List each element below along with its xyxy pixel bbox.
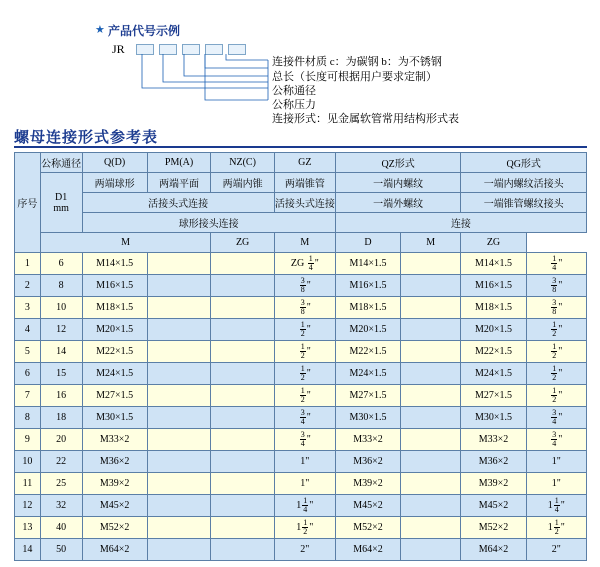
cell-gz: $\frac{3}{8}$ " — [274, 275, 335, 297]
unit-m-qg: M — [401, 233, 461, 253]
cell-seq: 12 — [15, 495, 41, 517]
cell-q: M14×1.5 — [82, 253, 147, 275]
code-prefix: JR — [112, 42, 125, 56]
legend-desc-length: 总长（长度可根据用户要求定制） — [272, 71, 437, 83]
cell-gz: $\frac{1}{2}$ " — [274, 319, 335, 341]
product-code-legend — [0, 0, 600, 125]
cell-qz-d — [401, 253, 461, 275]
cell-seq: 4 — [15, 319, 41, 341]
unit-d-qz: D — [335, 233, 400, 253]
cell-gz: $\frac{1}{2}$ " — [274, 385, 335, 407]
cell-qz-d — [401, 451, 461, 473]
cell-pm — [147, 341, 211, 363]
cell-qg-zg: $\frac{3}{8}$ " — [526, 297, 586, 319]
cell-pm — [147, 451, 211, 473]
cell-gz: $\frac{3}{4}$ " — [274, 407, 335, 429]
col-header-q: Q(D) — [82, 153, 147, 173]
cell-pm — [147, 473, 211, 495]
cell-pm — [147, 275, 211, 297]
cell-seq: 2 — [15, 275, 41, 297]
gz-connection-type: 活接头式连接 — [274, 193, 335, 213]
cell-qz-d — [401, 341, 461, 363]
cell-seq: 9 — [15, 429, 41, 451]
cell-dn: 6 — [40, 253, 82, 275]
table-body — [15, 253, 587, 561]
cell-q: M64×2 — [82, 539, 147, 561]
unit-m-qz: M — [274, 233, 335, 253]
cell-qz-m: M18×1.5 — [335, 297, 400, 319]
cell-qz-d — [401, 495, 461, 517]
cell-qg-m: M16×1.5 — [461, 275, 526, 297]
cell-q: M20×1.5 — [82, 319, 147, 341]
legend-desc-conn-type: 连接形式：见金属软管常用结构形式表 — [272, 113, 459, 125]
cell-qz-m: M45×2 — [335, 495, 400, 517]
qz-connection-type: 一端外螺纹 — [335, 193, 461, 213]
cell-pm — [147, 385, 211, 407]
col-header-seq: 序号 — [15, 153, 41, 253]
header-row-3 — [15, 193, 587, 213]
cell-qg-zg: $\frac{3}{8}$ " — [526, 275, 586, 297]
cell-qz-m: M33×2 — [335, 429, 400, 451]
cell-qz-m: M30×1.5 — [335, 407, 400, 429]
cell-gz: $\frac{1}{2}$ " — [274, 363, 335, 385]
cell-qz-m: M24×1.5 — [335, 363, 400, 385]
cell-qz-d — [401, 297, 461, 319]
cell-seq: 13 — [15, 517, 41, 539]
code-box — [228, 44, 246, 55]
col-header-qz: QZ形式 — [335, 153, 461, 173]
code-box — [159, 44, 177, 55]
cell-qz-m: M27×1.5 — [335, 385, 400, 407]
code-box — [136, 44, 154, 55]
cell-qg-zg: 1" — [526, 473, 586, 495]
cell-qz-d — [401, 407, 461, 429]
table-row — [15, 473, 587, 495]
cell-seq: 6 — [15, 363, 41, 385]
unit-m-left: M — [40, 233, 211, 253]
cell-seq: 14 — [15, 539, 41, 561]
cell-qz-d — [401, 385, 461, 407]
col-header-qg: QG形式 — [461, 153, 587, 173]
cell-qg-m: M39×2 — [461, 473, 526, 495]
table-row — [15, 385, 587, 407]
cell-qg-m: M45×2 — [461, 495, 526, 517]
code-boxes — [136, 44, 246, 55]
cell-q: M30×1.5 — [82, 407, 147, 429]
cell-qg-m: M20×1.5 — [461, 319, 526, 341]
cell-pm — [147, 495, 211, 517]
cell-nz — [211, 319, 274, 341]
cell-qg-m: M33×2 — [461, 429, 526, 451]
table-row — [15, 495, 587, 517]
cell-qz-d — [401, 319, 461, 341]
cell-dn: 15 — [40, 363, 82, 385]
table-row — [15, 429, 587, 451]
cell-qz-d — [401, 539, 461, 561]
col-header-gz: GZ — [274, 153, 335, 173]
qz-desc: 一端内螺纹 — [335, 173, 461, 193]
cell-qz-d — [401, 473, 461, 495]
cell-qz-d — [401, 517, 461, 539]
connection-label: 连接 — [335, 213, 586, 233]
cell-dn: 40 — [40, 517, 82, 539]
cell-q: M27×1.5 — [82, 385, 147, 407]
cell-qz-d — [401, 429, 461, 451]
cell-qg-m: M24×1.5 — [461, 363, 526, 385]
cell-dn: 12 — [40, 319, 82, 341]
cell-seq: 10 — [15, 451, 41, 473]
cell-seq: 1 — [15, 253, 41, 275]
cell-gz: 1 $\frac{1}{4}$ " — [274, 495, 335, 517]
cell-gz: $\frac{3}{4}$ " — [274, 429, 335, 451]
star-icon: ★ — [95, 23, 105, 36]
cell-nz — [211, 275, 274, 297]
cell-qz-m: M20×1.5 — [335, 319, 400, 341]
cell-seq: 5 — [15, 341, 41, 363]
header-row-2 — [15, 173, 587, 193]
code-box — [182, 44, 200, 55]
cell-qg-zg: 1" — [526, 451, 586, 473]
table-head — [15, 153, 587, 253]
cell-pm — [147, 363, 211, 385]
table-row — [15, 363, 587, 385]
nut-connection-table-wrapper — [14, 152, 587, 561]
cell-gz: 1 $\frac{1}{2}$ " — [274, 517, 335, 539]
cell-nz — [211, 539, 274, 561]
gz-desc: 两端锥管 — [274, 173, 335, 193]
cell-qg-zg: $\frac{1}{2}$ " — [526, 385, 586, 407]
unit-zg-qg: ZG — [461, 233, 526, 253]
cell-qg-m: M27×1.5 — [461, 385, 526, 407]
cell-seq: 3 — [15, 297, 41, 319]
cell-nz — [211, 495, 274, 517]
cell-dn: 16 — [40, 385, 82, 407]
cell-q: M45×2 — [82, 495, 147, 517]
pm-desc: 两端平面 — [147, 173, 211, 193]
cell-qg-m: M30×1.5 — [461, 407, 526, 429]
cell-seq: 8 — [15, 407, 41, 429]
cell-qg-zg: $\frac{1}{4}$ " — [526, 253, 586, 275]
cell-gz: 2" — [274, 539, 335, 561]
cell-dn: 22 — [40, 451, 82, 473]
cell-q: M39×2 — [82, 473, 147, 495]
cell-dn: 10 — [40, 297, 82, 319]
cell-dn: 25 — [40, 473, 82, 495]
cell-nz — [211, 341, 274, 363]
cell-qz-m: M36×2 — [335, 451, 400, 473]
cell-pm — [147, 429, 211, 451]
col-header-dn-sub — [40, 173, 82, 233]
page-title: 螺母连接形式参考表 — [14, 128, 159, 146]
col-header-nz: NZ(C) — [211, 153, 274, 173]
dn-unit-label: mm — [53, 202, 69, 214]
cell-dn: 50 — [40, 539, 82, 561]
qg-desc: 一端内螺纹活接头 — [461, 173, 587, 193]
cell-pm — [147, 407, 211, 429]
cell-gz: $\frac{1}{2}$ " — [274, 341, 335, 363]
cell-nz — [211, 363, 274, 385]
col-header-pm: PM(A) — [147, 153, 211, 173]
cell-qg-m: M22×1.5 — [461, 341, 526, 363]
left-connection-type: 活接头式连接 — [82, 193, 274, 213]
cell-dn: 20 — [40, 429, 82, 451]
cell-qg-zg: $\frac{1}{2}$ " — [526, 341, 586, 363]
header-row-1 — [15, 153, 587, 173]
cell-q: M18×1.5 — [82, 297, 147, 319]
header-row-4 — [15, 213, 587, 233]
cell-pm — [147, 297, 211, 319]
table-row — [15, 297, 587, 319]
nz-desc: 两端内锥 — [211, 173, 274, 193]
legend-desc-dn: 公称通径 — [272, 85, 316, 97]
cell-nz — [211, 385, 274, 407]
table-row — [15, 539, 587, 561]
table-row — [15, 275, 587, 297]
cell-qg-m: M36×2 — [461, 451, 526, 473]
cell-qz-m: M16×1.5 — [335, 275, 400, 297]
cell-gz: ZG $\frac{1}{4}$ " — [274, 253, 335, 275]
dn-sub-label: D1 — [55, 191, 68, 203]
table-row — [15, 407, 587, 429]
nut-connection-table — [14, 152, 587, 561]
cell-qz-m: M52×2 — [335, 517, 400, 539]
legend-desc-material: 连接件材质 c：为碳钢 b：为不锈钢 — [272, 56, 442, 68]
cell-nz — [211, 517, 274, 539]
table-row — [15, 451, 587, 473]
cell-qg-m: M64×2 — [461, 539, 526, 561]
unit-zg-gz: ZG — [211, 233, 274, 253]
cell-qg-m: M18×1.5 — [461, 297, 526, 319]
table-row — [15, 253, 587, 275]
col-header-dn: 公称通径 — [40, 153, 82, 173]
cell-qg-m: M52×2 — [461, 517, 526, 539]
cell-qg-zg: $\frac{3}{4}$ " — [526, 429, 586, 451]
cell-nz — [211, 429, 274, 451]
cell-q: M36×2 — [82, 451, 147, 473]
cell-nz — [211, 451, 274, 473]
cell-qg-zg: 1 $\frac{1}{2}$ " — [526, 517, 586, 539]
cell-qz-m: M39×2 — [335, 473, 400, 495]
cell-qg-zg: $\frac{1}{2}$ " — [526, 363, 586, 385]
cell-seq: 11 — [15, 473, 41, 495]
cell-gz: 1" — [274, 451, 335, 473]
cell-nz — [211, 253, 274, 275]
cell-qg-m: M14×1.5 — [461, 253, 526, 275]
cell-qz-m: M22×1.5 — [335, 341, 400, 363]
cell-qg-zg: $\frac{3}{4}$ " — [526, 407, 586, 429]
table-row — [15, 517, 587, 539]
cell-pm — [147, 539, 211, 561]
cell-qz-m: M14×1.5 — [335, 253, 400, 275]
cell-qg-zg: $\frac{1}{2}$ " — [526, 319, 586, 341]
cell-gz: 1" — [274, 473, 335, 495]
ball-joint-connection: 球形接头连接 — [82, 213, 335, 233]
qg-connection-type: 一端锥管螺纹接头 — [461, 193, 587, 213]
cell-nz — [211, 473, 274, 495]
cell-q: M22×1.5 — [82, 341, 147, 363]
cell-qz-d — [401, 363, 461, 385]
cell-qg-zg: 1 $\frac{1}{4}$ " — [526, 495, 586, 517]
cell-seq: 7 — [15, 385, 41, 407]
cell-pm — [147, 319, 211, 341]
cell-qz-d — [401, 275, 461, 297]
code-box — [205, 44, 223, 55]
title-underline — [14, 146, 587, 148]
cell-pm — [147, 517, 211, 539]
cell-q: M24×1.5 — [82, 363, 147, 385]
cell-dn: 18 — [40, 407, 82, 429]
cell-dn: 32 — [40, 495, 82, 517]
cell-qg-zg: 2" — [526, 539, 586, 561]
cell-q: M52×2 — [82, 517, 147, 539]
cell-pm — [147, 253, 211, 275]
cell-gz: $\frac{3}{8}$ " — [274, 297, 335, 319]
q-desc: 两端球形 — [82, 173, 147, 193]
cell-dn: 14 — [40, 341, 82, 363]
cell-nz — [211, 407, 274, 429]
cell-dn: 8 — [40, 275, 82, 297]
cell-q: M33×2 — [82, 429, 147, 451]
cell-qz-m: M64×2 — [335, 539, 400, 561]
legend-title: 产品代号示例 — [108, 24, 181, 38]
cell-q: M16×1.5 — [82, 275, 147, 297]
table-row — [15, 319, 587, 341]
header-row-5 — [15, 233, 587, 253]
legend-desc-pressure: 公称压力 — [272, 99, 316, 111]
cell-nz — [211, 297, 274, 319]
table-row — [15, 341, 587, 363]
